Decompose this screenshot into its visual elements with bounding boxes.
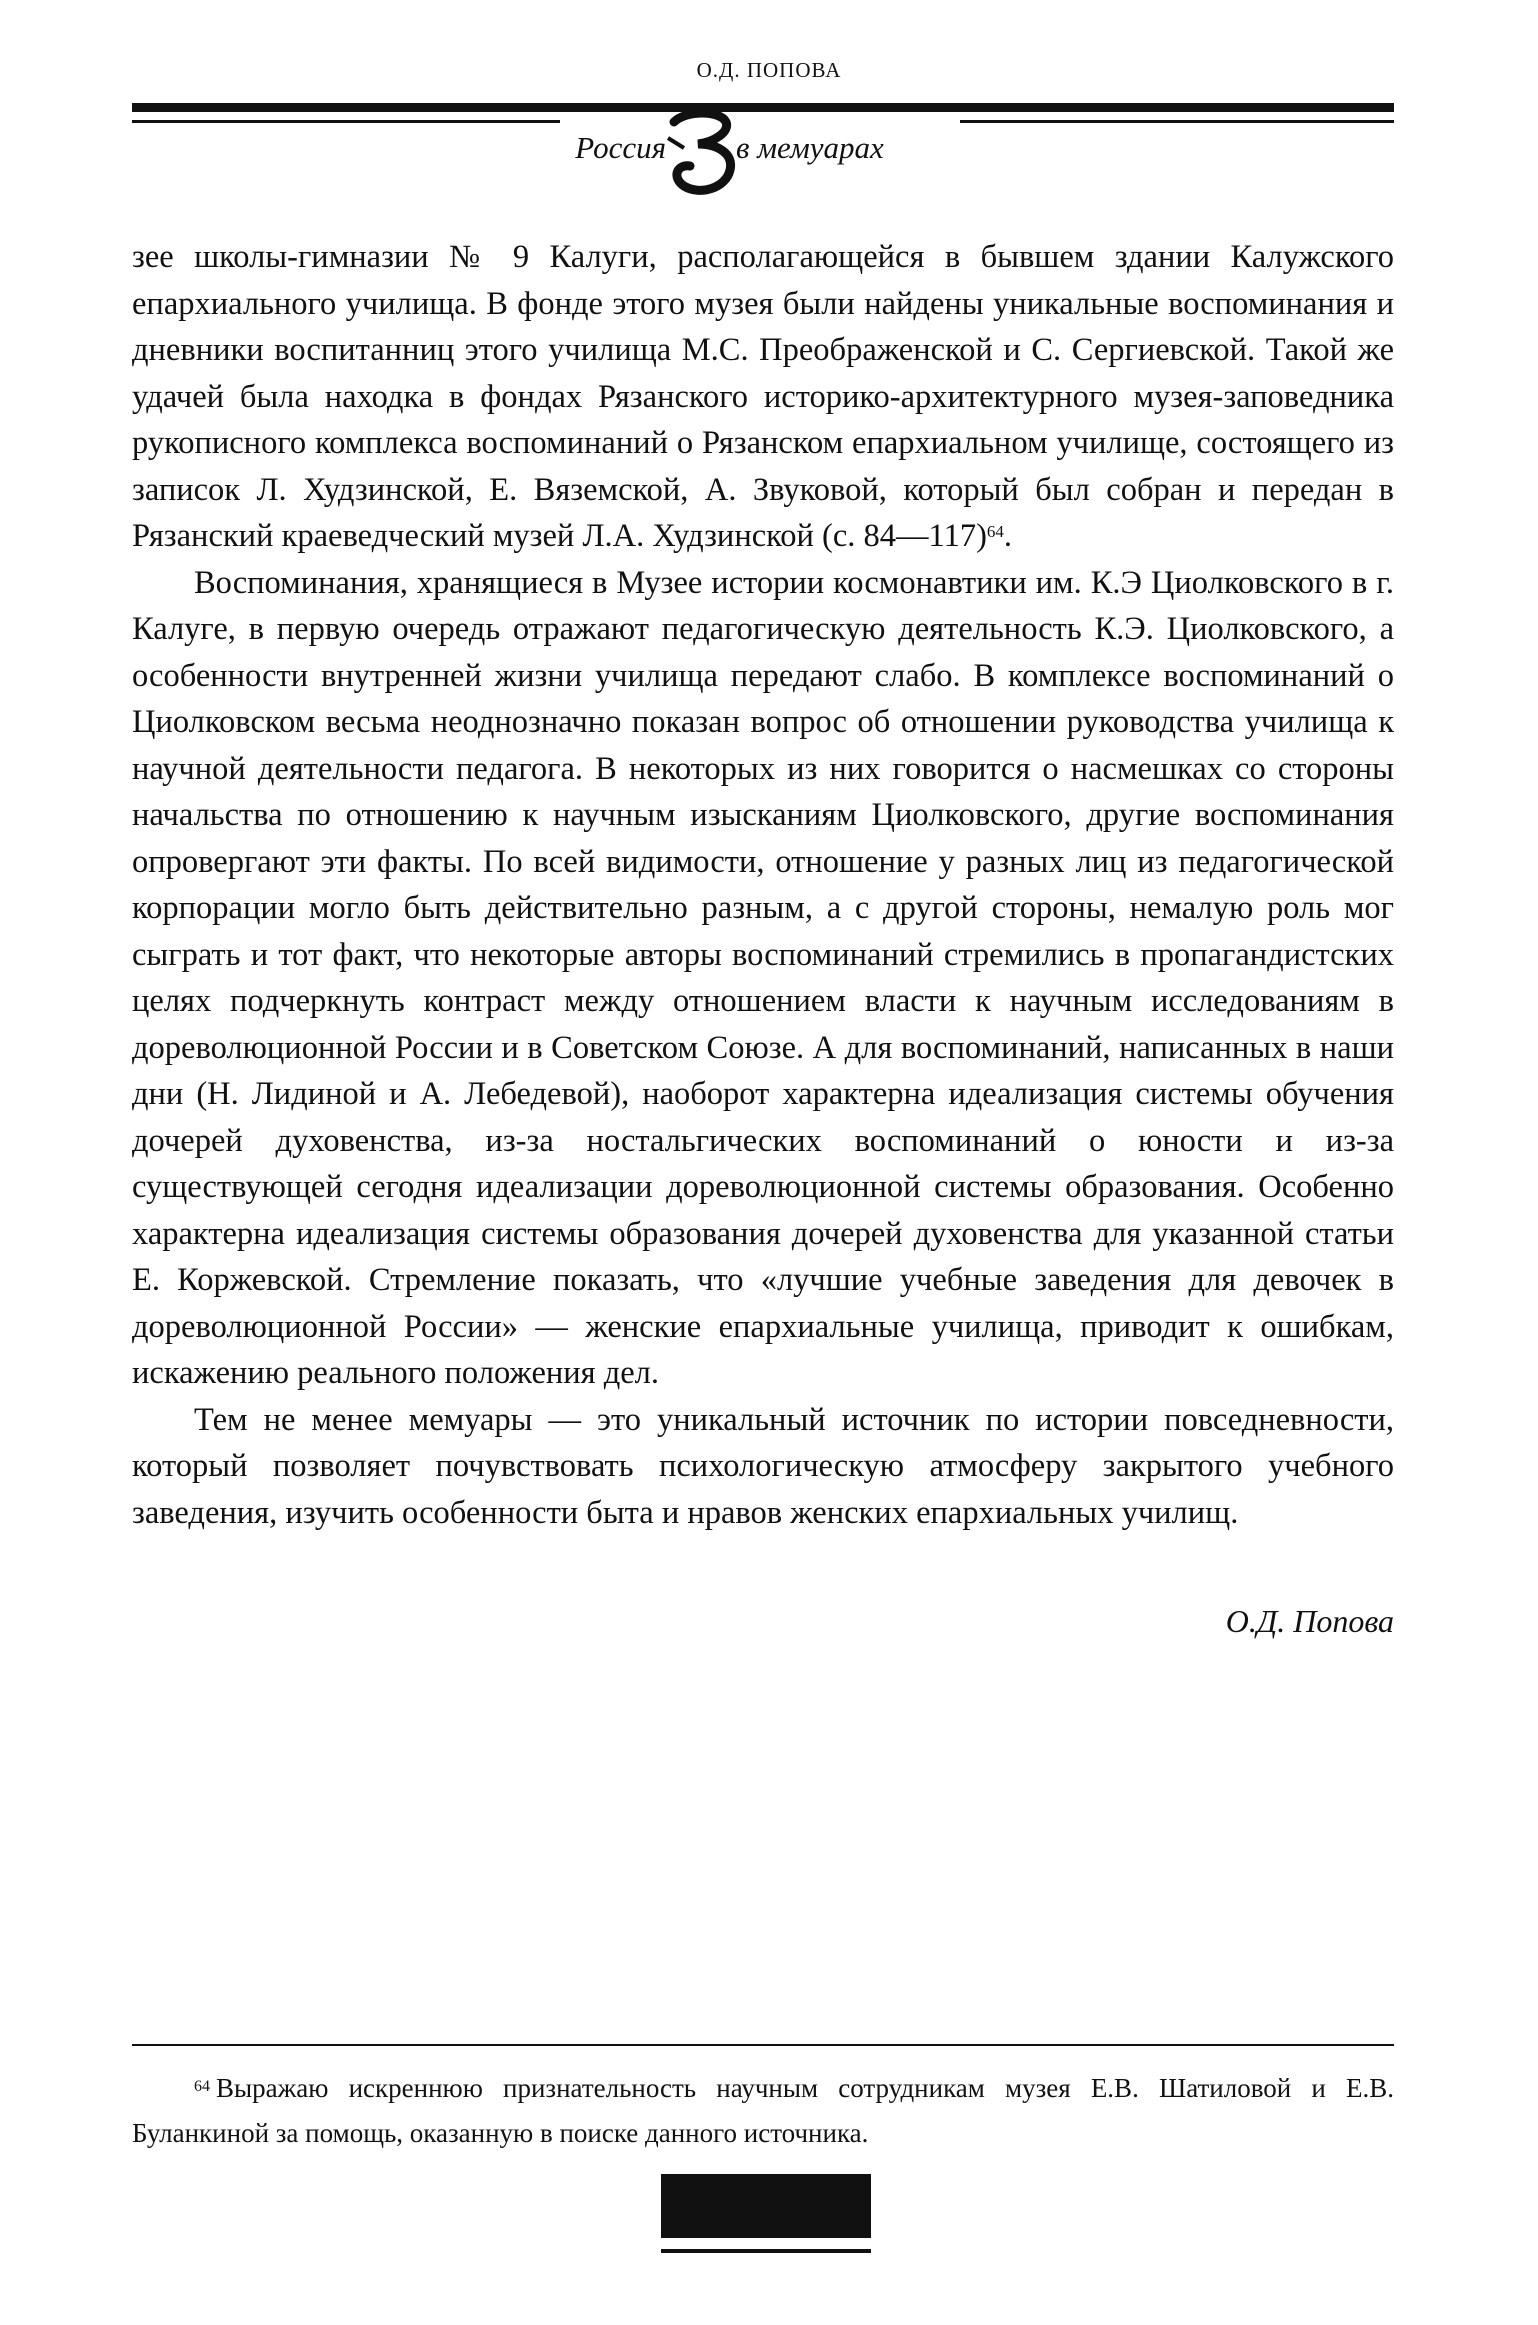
footnote-ref[interactable]: 64	[986, 522, 1004, 541]
page-number-rule	[661, 2249, 871, 2253]
series-title-right: в мемуарах	[736, 130, 892, 166]
header-rule-thick	[132, 103, 1394, 112]
paragraph-3: Тем не менее мемуары — это уникальный источник по истории повседневности, который позволяет почувствовать психологическую атмосферу закрытого учебного заведения, изучить особенности быта и нравов женских епархиальных училищ.	[132, 1401, 1394, 1531]
paragraph-2: Воспоминания, хранящиеся в Музее истории космонавтики им. К.Э Циолковского в г. Калуге, в первую очередь отражают педагогическую деятельность К.Э. Циолковского, а особенности внутренней жизни училища передают слабо. В комплексе воспоминаний о Циолковском весьма неоднозначно показан вопрос об отношении руководства училища к научной деятельности педагога. В некоторых из них говорится о насмешках со стороны начальства по отношению к научным изысканиям Циолковского, другие воспоминания опровергают эти факты. По всей видимости, отношение у разных лиц из педагогической корпорации могло быть действительно разным, а с другой стороны, немалую роль мог сыграть и тот факт, что некоторые авторы воспоминаний стремились в пропагандистских целях подчеркнуть контраст между отношением власти к научным исследованиям в дореволюционной России и в Советском Союзе. А для воспоминаний, написанных в наши дни (Н. Лидиной и А. Лебедевой), наоборот характерна идеализация системы обучения дочерей духовенства, из-за ностальгических воспоминаний о юности и из-за существующей сегодня идеализации дореволюционной системы образования. Особенно характерна идеализация системы образования дочерей духовенства для указанной статьи Е. Коржевской. Стремление показать, что «лучшие учебные заведения для девочек в дореволюционной России» — женские епархиальные училища, приводит к ошибкам, искажению реального положения дел.	[132, 564, 1394, 1391]
page-number-block	[661, 2174, 871, 2238]
footnote-mark: 64	[194, 2078, 210, 2095]
footnote-text: Выражаю искреннюю признательность научным сотрудникам музея Е.В. Шатиловой и Е.В. Буланкиной за помощь, оказанную в поиске данного источника.	[132, 2073, 1394, 2148]
paragraph-1: зее школы-гимназии № 9 Калуги, располагающейся в бывшем здании Калужского епархиального училища. В фонде этого музея были найдены уникальные воспоминания и дневники воспитанниц этого училища М.С. Преображенской и С. Сергиевской. Такой же удачей была находка в фондах Рязанского историко-архитектурного музея-заповедника рукописного комплекса воспоминаний о Рязанском епархиальном училище, состоящего из записок Л. Худзинской, Е. Вяземской, А. Звуковой, который был собран и передан в Рязанский краеведческий музей Л.А. Худзинской (с. 84—117)$^{64}$.	[132, 239, 1394, 554]
footnote	[132, 2066, 1394, 2156]
running-head: О.Д. ПОПОВА	[696, 58, 842, 82]
body-text	[132, 234, 1394, 1536]
series-title-left: Россия	[567, 130, 666, 166]
author-signature: О.Д. Попова	[1225, 1603, 1394, 1639]
ornamental-emblem-icon	[664, 108, 738, 200]
footnote-rule	[132, 2044, 1394, 2046]
